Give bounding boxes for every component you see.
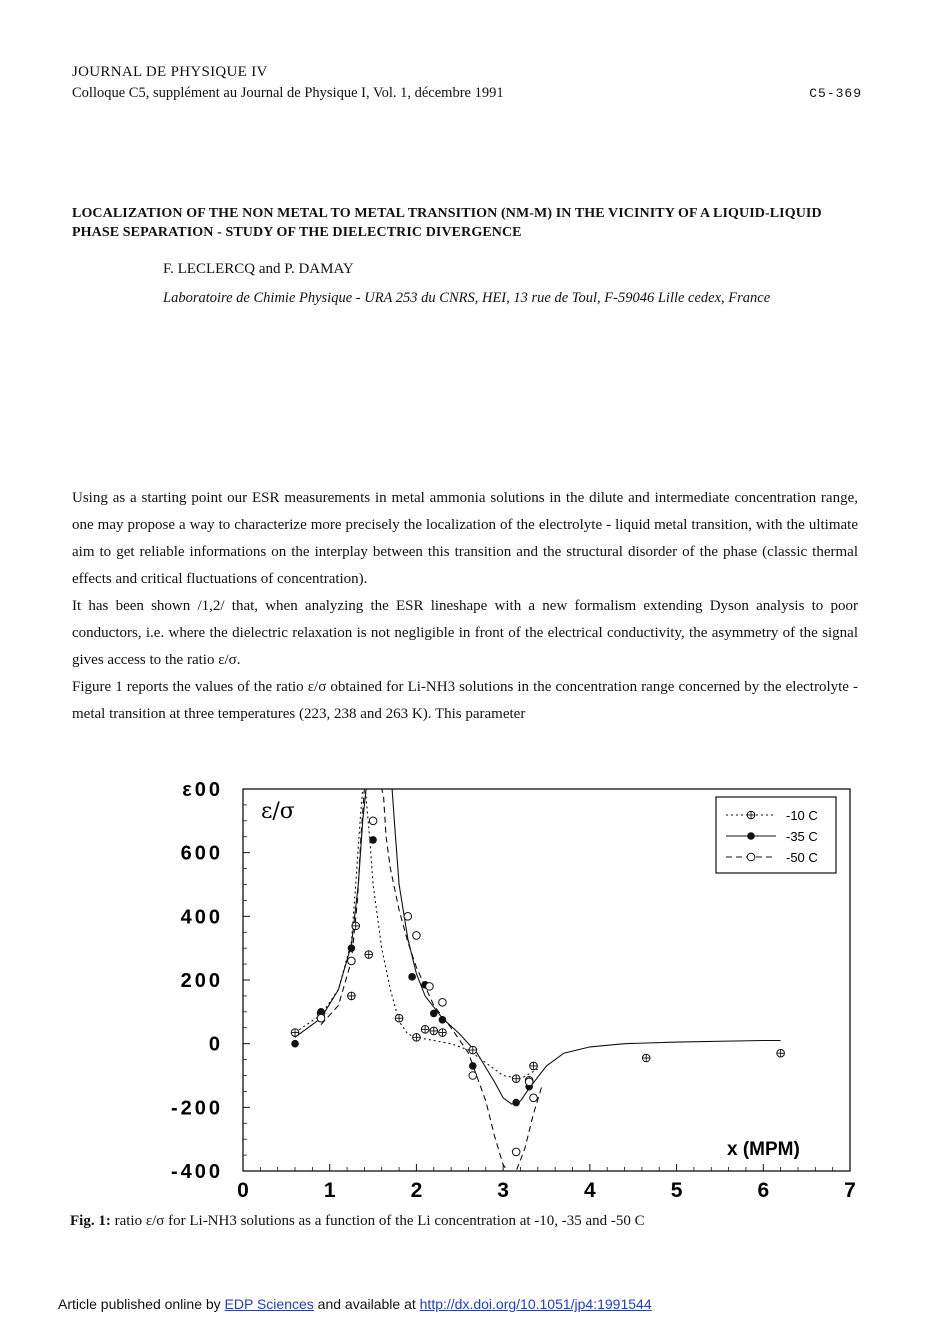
figure-1: [150, 772, 870, 1212]
data-point: [408, 973, 416, 981]
data-point: [439, 998, 447, 1006]
data-point: [348, 957, 356, 965]
publisher-link[interactable]: EDP Sciences: [224, 1296, 314, 1312]
paragraph-3: Figure 1 reports the values of the ratio ε/σ obtained for Li-NH3 solutions in the concentration range concerned by the electrolyte - metal transition at three temperatures (223, 238 and 263 K). This parameter: [72, 679, 858, 722]
data-point: [430, 1027, 438, 1035]
data-point: [439, 1016, 447, 1024]
data-point: [512, 1075, 520, 1083]
data-point: [525, 1078, 533, 1086]
series-curve: [295, 789, 781, 1104]
data-point: [413, 1034, 421, 1042]
paragraph-1: Using as a starting point our ESR measurements in metal ammonia solutions in the dilute and intermediate concentration range, one may propose a way to characterize more precisely the localization of the electrolyte - liquid metal transition, with the ultimate aim to get reliable informations on the interplay between this transition and the structural disorder of the phase (classic thermal effects and critical fluctuations of concentration).: [72, 490, 858, 587]
x-tick-label: 0: [237, 1179, 249, 1202]
data-point: [777, 1049, 785, 1057]
chart-curves: [295, 789, 781, 1171]
affiliation: Laboratoire de Chimie Physique - URA 253 du CNRS, HEI, 13 rue de Toul, F-59046 Lille cedex, France: [163, 290, 771, 306]
chart-svg: [150, 772, 870, 1212]
y-tick-label: -200: [170, 1097, 223, 1120]
data-point: [421, 1026, 429, 1034]
paragraph-2: It has been shown /1,2/ that, when analyzing the ESR lineshape with a new formalism extending Dyson analysis to poor conductors, i.e. where the dielectric relaxation is not negligible in front of the electrical conductivity, the asymmetry of the signal gives access to the ratio ε/σ.: [72, 598, 858, 668]
caption-text: ratio ε/σ for Li-NH3 solutions as a function of the Li concentration at -10, -35 and -50 C: [110, 1213, 645, 1229]
y-tick-label: 0: [208, 1033, 223, 1056]
footer: [58, 1296, 652, 1312]
data-point: [469, 1046, 477, 1054]
legend-label: -10 C: [786, 808, 818, 823]
footer-middle: and available at: [313, 1296, 420, 1312]
x-tick-label: 1: [323, 1179, 336, 1202]
x-tick-label: 2: [410, 1179, 423, 1202]
caption-label: Fig. 1:: [70, 1213, 111, 1229]
data-point: [469, 1062, 477, 1070]
authors: F. LECLERCQ and P. DAMAY: [163, 261, 354, 277]
footer-prefix: Article published online by: [58, 1296, 225, 1312]
series-curve: [321, 789, 542, 1171]
data-point: [291, 1040, 299, 1048]
journal-name: JOURNAL DE PHYSIQUE IV: [72, 64, 268, 80]
data-point: [369, 836, 377, 844]
x-tick-label: 3: [497, 1179, 509, 1202]
body-text: [72, 485, 858, 728]
data-point: [348, 992, 356, 1000]
data-point: [530, 1094, 538, 1102]
chart-points: [291, 817, 784, 1156]
data-point: [439, 1029, 447, 1037]
x-tick-label: 7: [844, 1179, 856, 1202]
data-point: [352, 922, 360, 930]
data-point: [369, 817, 377, 825]
y-tick-label: 400: [180, 906, 223, 929]
data-point: [404, 913, 412, 921]
doi-link[interactable]: http://dx.doi.org/10.1051/jp4:1991544: [419, 1296, 652, 1312]
x-tick-label: 6: [757, 1179, 770, 1202]
data-point: [430, 1010, 438, 1018]
y-tick-label: 200: [180, 970, 223, 992]
x-axis-label: x (MPM): [727, 1139, 800, 1160]
legend: [716, 797, 836, 873]
data-point: [291, 1029, 299, 1037]
data-point: [512, 1148, 520, 1156]
y-tick-label: ε00: [182, 779, 223, 801]
data-point: [426, 983, 434, 991]
y-tick-label: -400: [170, 1161, 223, 1183]
paper-title: LOCALIZATION OF THE NON METAL TO METAL TRANSITION (NM-M) IN THE VICINITY OF A LIQUID-LIQUID PHASE SEPARATION - STUDY OF THE DIELECTRIC DIVERGENCE: [72, 206, 822, 240]
legend-label: -50 C: [786, 850, 818, 865]
legend-box: [716, 797, 836, 873]
data-point: [469, 1072, 477, 1080]
data-point: [413, 932, 421, 940]
page-code: C5-369: [809, 86, 862, 101]
data-point: [365, 951, 373, 959]
data-point: [530, 1062, 538, 1070]
data-point: [395, 1014, 403, 1022]
legend-marker: [747, 832, 755, 840]
data-point: [317, 1014, 325, 1022]
x-tick-label: 5: [670, 1179, 683, 1202]
data-point: [348, 944, 356, 952]
data-point: [512, 1099, 520, 1107]
legend-marker: [747, 811, 755, 819]
data-point: [642, 1054, 650, 1062]
inset-label: ε/σ: [261, 799, 295, 824]
colloque-line: Colloque C5, supplément au Journal de Physique I, Vol. 1, décembre 1991: [72, 85, 504, 101]
legend-label: -35 C: [786, 829, 818, 844]
y-tick-label: 600: [180, 842, 223, 865]
legend-marker: [747, 853, 755, 861]
x-tick-label: 4: [584, 1179, 596, 1202]
figure-caption: [70, 1213, 645, 1230]
